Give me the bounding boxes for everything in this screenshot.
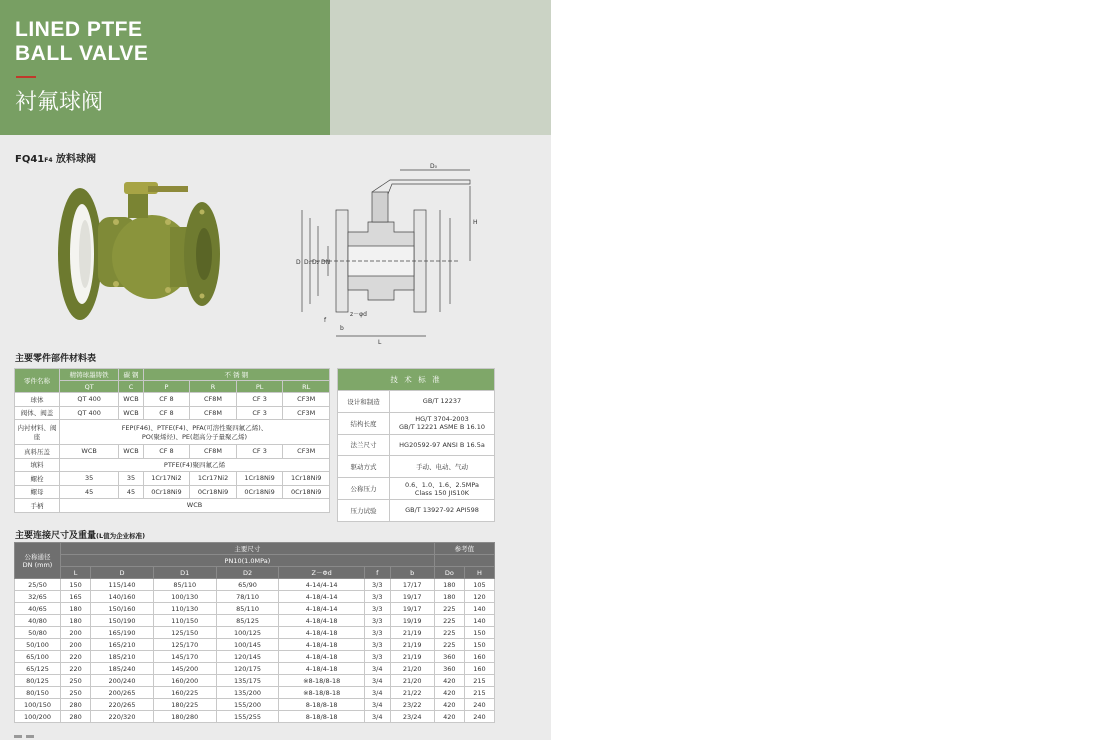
table-row bbox=[338, 412, 495, 434]
label-f: f bbox=[324, 317, 327, 324]
lining-text-line1: FEP(F46)、PTFE(F4)、PFA(可溶性聚四氟乙烯)、 bbox=[121, 424, 268, 432]
dimension-cell: 420 bbox=[434, 711, 464, 723]
dimension-cell: 120/145 bbox=[216, 651, 279, 663]
dimension-cell: 360 bbox=[434, 663, 464, 675]
dimension-cell: 225 bbox=[434, 627, 464, 639]
dimension-cell: 225 bbox=[434, 615, 464, 627]
table-row bbox=[15, 499, 330, 513]
materials-table bbox=[14, 368, 330, 513]
drawing-bore bbox=[348, 246, 414, 276]
table-row bbox=[338, 391, 495, 413]
header-col: D1 bbox=[153, 567, 216, 579]
catalog-page bbox=[0, 0, 551, 740]
nominal-diameter-cell: 80/125 bbox=[15, 675, 61, 687]
dimension-cell: 150 bbox=[61, 579, 91, 591]
dimension-cell: 140/160 bbox=[91, 591, 154, 603]
dimension-cell: 100/130 bbox=[153, 591, 216, 603]
dimensions-title-text: 主要连接尺寸及重量 bbox=[15, 531, 97, 541]
dimension-cell: 180 bbox=[61, 603, 91, 615]
dimension-cell: 3/3 bbox=[364, 591, 390, 603]
label-do: D₀ bbox=[430, 163, 438, 170]
stem-housing bbox=[128, 192, 148, 218]
dimension-cell: 250 bbox=[61, 687, 91, 699]
dimension-cell: 21/19 bbox=[390, 627, 434, 639]
dimension-cell: 100/145 bbox=[216, 639, 279, 651]
dimension-cell: 3/3 bbox=[364, 639, 390, 651]
part-name: 阀体、阀盖 bbox=[15, 406, 60, 420]
dimension-cell: 220 bbox=[61, 651, 91, 663]
label-zphi: z－φd bbox=[350, 311, 367, 318]
material-cell: 0Cr18Ni9 bbox=[143, 485, 190, 499]
header-col: D2 bbox=[216, 567, 279, 579]
dimension-cell: 4-18/4-14 bbox=[279, 603, 364, 615]
dimension-cell: 110/130 bbox=[153, 603, 216, 615]
dimension-cell: 150 bbox=[464, 639, 494, 651]
dimension-cell: 100/125 bbox=[216, 627, 279, 639]
dimension-cell: 8-18/8-18 bbox=[279, 699, 364, 711]
dimensions-title-note: (L值为企业标准) bbox=[96, 532, 146, 540]
model-code: FQ41 bbox=[15, 154, 45, 165]
table-header-row bbox=[15, 381, 330, 393]
nominal-diameter-cell: 100/150 bbox=[15, 699, 61, 711]
header-code: PL bbox=[236, 381, 283, 393]
materials-section-title: 主要零件部件材料表 bbox=[15, 354, 97, 364]
header-pressure: PN10(1.0MPa) bbox=[61, 555, 435, 567]
dimension-cell: 185/240 bbox=[91, 663, 154, 675]
table-row bbox=[15, 663, 495, 675]
footer-mark bbox=[14, 733, 44, 740]
nominal-diameter-cell: 50/80 bbox=[15, 627, 61, 639]
header-side-panel bbox=[330, 0, 551, 135]
dimension-cell: 19/17 bbox=[390, 591, 434, 603]
table-row bbox=[15, 445, 330, 459]
material-cell: 45 bbox=[60, 485, 119, 499]
table-row bbox=[338, 478, 495, 500]
dimension-cell: 220/265 bbox=[91, 699, 154, 711]
dimension-cell: 140 bbox=[464, 615, 494, 627]
dimension-cell: 225 bbox=[434, 603, 464, 615]
dimensions-body bbox=[15, 579, 495, 723]
dimension-cell: 420 bbox=[434, 675, 464, 687]
table-row bbox=[15, 420, 330, 445]
standard-label: 设计和制造 bbox=[338, 391, 390, 413]
header-banner bbox=[0, 0, 330, 135]
header-code: RL bbox=[283, 381, 330, 393]
table-row bbox=[15, 603, 495, 615]
header-main-dimensions: 主要尺寸 bbox=[61, 543, 435, 555]
header-blank bbox=[434, 555, 494, 567]
standard-label: 结构长度 bbox=[338, 412, 390, 434]
standard-value bbox=[390, 478, 495, 500]
material-cell: 35 bbox=[60, 472, 119, 486]
table-header-row bbox=[15, 555, 495, 567]
dimension-cell: 115/140 bbox=[91, 579, 154, 591]
dimension-cell: 165/190 bbox=[91, 627, 154, 639]
dimension-cell: 3/3 bbox=[364, 651, 390, 663]
table-row bbox=[15, 627, 495, 639]
bolt bbox=[113, 281, 119, 287]
material-cell: CF 8 bbox=[143, 393, 190, 407]
label-h: H bbox=[473, 219, 478, 226]
dimension-cell: 4-18/4-18 bbox=[279, 615, 364, 627]
dimension-cell: 215 bbox=[464, 675, 494, 687]
model-code-sub: F4 bbox=[44, 157, 53, 164]
dimension-cell: 21/22 bbox=[390, 687, 434, 699]
material-cell: 0Cr18Ni9 bbox=[190, 485, 237, 499]
table-row bbox=[15, 579, 495, 591]
dimension-cell: 120 bbox=[464, 591, 494, 603]
standard-value-line1: 0.6、1.0、1.6、2.5MPa bbox=[404, 481, 480, 490]
standard-value-line1: HG20592-97 ANSI B 16.5a bbox=[399, 440, 485, 449]
dimension-cell: 135/175 bbox=[216, 675, 279, 687]
material-cell: CF3M bbox=[283, 406, 330, 420]
header-col: H bbox=[464, 567, 494, 579]
header-col: Z－Φd bbox=[279, 567, 364, 579]
table-row bbox=[15, 699, 495, 711]
material-cell: QT 400 bbox=[60, 393, 119, 407]
dimension-cell: 65/90 bbox=[216, 579, 279, 591]
dimension-cell: 180 bbox=[434, 579, 464, 591]
standard-value-line1: 手动、电动、气动 bbox=[416, 463, 468, 472]
dimension-cell: 280 bbox=[61, 699, 91, 711]
dimension-cell: 19/19 bbox=[390, 615, 434, 627]
dimension-cell: 180/280 bbox=[153, 711, 216, 723]
dimension-cell: 200/265 bbox=[91, 687, 154, 699]
material-cell: WCB bbox=[60, 499, 330, 513]
table-row bbox=[15, 651, 495, 663]
standard-value bbox=[390, 456, 495, 478]
header-nominal-diameter bbox=[15, 543, 61, 579]
dimension-cell: 200/240 bbox=[91, 675, 154, 687]
title-chinese: 衬氟球阀 bbox=[15, 90, 104, 115]
dimension-cell: ※8-18/8-18 bbox=[279, 675, 364, 687]
material-cell: CF 3 bbox=[236, 406, 283, 420]
dimension-cell: 110/150 bbox=[153, 615, 216, 627]
header-reference: 参考值 bbox=[434, 543, 494, 555]
table-row bbox=[338, 499, 495, 521]
header-col: L bbox=[61, 567, 91, 579]
dimension-cell: 150 bbox=[464, 627, 494, 639]
model-title bbox=[15, 150, 96, 165]
dimension-cell: 23/24 bbox=[390, 711, 434, 723]
model-name: 放料球阀 bbox=[52, 154, 97, 165]
dimension-cell: 420 bbox=[434, 699, 464, 711]
material-cell: PTFE(F4)聚四氟乙烯 bbox=[60, 458, 330, 472]
header-col: f bbox=[364, 567, 390, 579]
dimensions-table bbox=[14, 542, 495, 723]
bolt bbox=[200, 210, 205, 215]
dimension-cell: 17/17 bbox=[390, 579, 434, 591]
table-row bbox=[15, 406, 330, 420]
dimension-cell: 150/190 bbox=[91, 615, 154, 627]
header-col: D bbox=[91, 567, 154, 579]
dimension-cell: 165/210 bbox=[91, 639, 154, 651]
footer-mark-block bbox=[26, 735, 34, 738]
handle-lever bbox=[148, 186, 188, 192]
table-row bbox=[15, 711, 495, 723]
nominal-diameter-cell: 25/50 bbox=[15, 579, 61, 591]
dimension-cell: 280 bbox=[61, 711, 91, 723]
dimension-cell: 3/4 bbox=[364, 687, 390, 699]
dimension-cell: 85/110 bbox=[153, 579, 216, 591]
header-part-name: 零件名称 bbox=[15, 369, 60, 393]
standard-value bbox=[390, 412, 495, 434]
standard-value-line2: GB/T 12221 ASME B 16.10 bbox=[399, 423, 485, 432]
material-cell: 1Cr17Ni2 bbox=[143, 472, 190, 486]
header-nominal-line2: DN (mm) bbox=[22, 561, 53, 569]
dimensions-section-title bbox=[15, 528, 145, 541]
dimension-cell: 21/20 bbox=[390, 663, 434, 675]
material-cell: CF3M bbox=[283, 445, 330, 459]
dimension-cell: 160 bbox=[464, 651, 494, 663]
material-cell: CF8M bbox=[190, 445, 237, 459]
table-row bbox=[15, 458, 330, 472]
label-d1: D₁ bbox=[304, 259, 312, 266]
table-row bbox=[338, 434, 495, 456]
bolt bbox=[113, 219, 119, 225]
dimension-cell: 135/200 bbox=[216, 687, 279, 699]
part-name: 螺栓 bbox=[15, 472, 60, 486]
table-row bbox=[15, 615, 495, 627]
dimension-cell: 85/110 bbox=[216, 603, 279, 615]
label-d2: D₂ bbox=[312, 259, 320, 266]
standard-label: 驱动方式 bbox=[338, 456, 390, 478]
header-carbon-steel: 碳 钢 bbox=[119, 369, 143, 381]
material-cell: CF3M bbox=[283, 393, 330, 407]
nominal-diameter-cell: 100/200 bbox=[15, 711, 61, 723]
title-divider bbox=[16, 76, 36, 78]
part-name: 填料 bbox=[15, 458, 60, 472]
dimension-cell: 3/3 bbox=[364, 603, 390, 615]
bolt bbox=[165, 287, 171, 293]
dimension-cell: 21/19 bbox=[390, 651, 434, 663]
material-cell: CF 8 bbox=[143, 445, 190, 459]
material-cell: 45 bbox=[119, 485, 143, 499]
dimension-cell: 185/210 bbox=[91, 651, 154, 663]
part-name: 手柄 bbox=[15, 499, 60, 513]
standard-label: 压力试验 bbox=[338, 499, 390, 521]
footer-mark-block bbox=[14, 735, 22, 738]
label-dn: DN bbox=[321, 259, 331, 266]
dimension-cell: 155/200 bbox=[216, 699, 279, 711]
header-ductile-iron: 精铸球墨铸铁 bbox=[60, 369, 119, 381]
material-cell: CF 8 bbox=[143, 406, 190, 420]
standard-value-line2: Class 150 JIS10K bbox=[414, 489, 470, 498]
drawing-stem bbox=[372, 192, 388, 222]
header-nominal-line1: 公称通径 bbox=[24, 553, 51, 561]
table-header-row bbox=[15, 543, 495, 555]
dimension-cell: 3/3 bbox=[364, 615, 390, 627]
dimension-cell: 160/225 bbox=[153, 687, 216, 699]
dimension-cell: 220/320 bbox=[91, 711, 154, 723]
dimension-cell: 4-18/4-18 bbox=[279, 639, 364, 651]
dimension-cell: 125/150 bbox=[153, 627, 216, 639]
dimension-cell: 85/125 bbox=[216, 615, 279, 627]
dimension-cell: 3/3 bbox=[364, 579, 390, 591]
dimension-cell: 215 bbox=[464, 687, 494, 699]
material-cell: 0Cr18Ni9 bbox=[236, 485, 283, 499]
dimension-cell: 4-14/4-14 bbox=[279, 579, 364, 591]
dimension-cell: 240 bbox=[464, 711, 494, 723]
nominal-diameter-cell: 50/100 bbox=[15, 639, 61, 651]
material-cell: WCB bbox=[119, 393, 143, 407]
valve-technical-drawing bbox=[290, 160, 480, 345]
material-cell: 1Cr18Ni9 bbox=[283, 472, 330, 486]
label-d: D bbox=[296, 259, 301, 266]
table-row bbox=[15, 687, 495, 699]
dimension-cell: 145/170 bbox=[153, 651, 216, 663]
bore bbox=[79, 220, 91, 288]
part-name: 球体 bbox=[15, 393, 60, 407]
dimension-cell: 200 bbox=[61, 639, 91, 651]
dimension-cell: 78/110 bbox=[216, 591, 279, 603]
table-row bbox=[15, 675, 495, 687]
dimension-cell: 145/200 bbox=[153, 663, 216, 675]
dimension-cell: 160/200 bbox=[153, 675, 216, 687]
standard-value bbox=[390, 391, 495, 413]
dimension-cell: 19/17 bbox=[390, 603, 434, 615]
standard-value bbox=[390, 434, 495, 456]
dimension-cell: 155/255 bbox=[216, 711, 279, 723]
nominal-diameter-cell: 32/65 bbox=[15, 591, 61, 603]
material-cell: WCB bbox=[119, 445, 143, 459]
standard-value bbox=[390, 499, 495, 521]
dimension-cell: 4-18/4-18 bbox=[279, 651, 364, 663]
dimension-cell: 120/175 bbox=[216, 663, 279, 675]
header-col: Do bbox=[434, 567, 464, 579]
dimension-cell: 4-18/4-18 bbox=[279, 663, 364, 675]
dimension-cell: 240 bbox=[464, 699, 494, 711]
dimension-cell: 3/4 bbox=[364, 663, 390, 675]
standard-value-line1: GB/T 13927-92 API598 bbox=[405, 506, 479, 515]
right-flange-hub bbox=[196, 228, 212, 280]
dimension-cell: 225 bbox=[434, 639, 464, 651]
material-cell: CF 3 bbox=[236, 445, 283, 459]
nominal-diameter-cell: 80/150 bbox=[15, 687, 61, 699]
table-row bbox=[15, 485, 330, 499]
standard-label: 法兰尺寸 bbox=[338, 434, 390, 456]
nominal-diameter-cell: 65/100 bbox=[15, 651, 61, 663]
dimension-cell: 220 bbox=[61, 663, 91, 675]
nominal-diameter-cell: 65/125 bbox=[15, 663, 61, 675]
dimension-cell: 105 bbox=[464, 579, 494, 591]
bolt bbox=[200, 294, 205, 299]
bolt bbox=[165, 219, 171, 225]
part-name: 真料压盖 bbox=[15, 445, 60, 459]
dimension-cell: 23/22 bbox=[390, 699, 434, 711]
header-col: b bbox=[390, 567, 434, 579]
dimension-cell: 180/225 bbox=[153, 699, 216, 711]
standard-value-line1: HG/T 3704-2003 bbox=[415, 415, 469, 424]
dimension-cell: 180 bbox=[434, 591, 464, 603]
table-row bbox=[15, 472, 330, 486]
dimension-cell: 3/3 bbox=[364, 627, 390, 639]
part-name: 内衬材料、阀座 bbox=[15, 420, 60, 445]
nominal-diameter-cell: 40/65 bbox=[15, 603, 61, 615]
dimension-cell: 180 bbox=[61, 615, 91, 627]
dimension-cell: 21/20 bbox=[390, 675, 434, 687]
header-code: P bbox=[143, 381, 190, 393]
material-cell: CF8M bbox=[190, 393, 237, 407]
dimension-cell: 3/4 bbox=[364, 675, 390, 687]
header-code: QT bbox=[60, 381, 119, 393]
table-row bbox=[15, 591, 495, 603]
standards-table bbox=[337, 368, 495, 522]
material-cell: CF 3 bbox=[236, 393, 283, 407]
standards-header: 技 术 标 准 bbox=[338, 369, 495, 391]
material-cell: 1Cr18Ni9 bbox=[236, 472, 283, 486]
material-cell: 0Cr18Ni9 bbox=[283, 485, 330, 499]
dimension-cell: 8-18/8-18 bbox=[279, 711, 364, 723]
material-cell: WCB bbox=[119, 406, 143, 420]
standard-label: 公称压力 bbox=[338, 478, 390, 500]
standard-value-line1: GB/T 12237 bbox=[422, 397, 462, 406]
table-row bbox=[338, 456, 495, 478]
dimension-cell: 125/170 bbox=[153, 639, 216, 651]
table-header-row bbox=[15, 369, 330, 381]
dimension-cell: 21/19 bbox=[390, 639, 434, 651]
dimension-cell: 200 bbox=[61, 627, 91, 639]
material-cell: 35 bbox=[119, 472, 143, 486]
dimension-cell: 3/4 bbox=[364, 699, 390, 711]
valve-photo bbox=[52, 172, 232, 337]
dimension-cell: 150/160 bbox=[91, 603, 154, 615]
dimension-cell: 420 bbox=[434, 687, 464, 699]
material-cell: WCB bbox=[60, 445, 119, 459]
dimension-cell: 160 bbox=[464, 663, 494, 675]
material-cell: 1Cr17Ni2 bbox=[190, 472, 237, 486]
lining-text-line2: PO(聚烯烃)、PE(超高分子量聚乙烯) bbox=[141, 433, 248, 441]
dimension-cell: 165 bbox=[61, 591, 91, 603]
header-stainless-steel: 不 锈 钢 bbox=[143, 369, 329, 381]
table-header-row bbox=[338, 369, 495, 391]
table-row bbox=[15, 639, 495, 651]
dimension-cell: 4-18/4-18 bbox=[279, 627, 364, 639]
dimension-cell: 4-18/4-14 bbox=[279, 591, 364, 603]
dimension-cell: 250 bbox=[61, 675, 91, 687]
material-cell: CF8M bbox=[190, 406, 237, 420]
part-name: 螺母 bbox=[15, 485, 60, 499]
label-l: L bbox=[378, 339, 382, 345]
title-english-line2: BALL VALVE bbox=[15, 42, 149, 65]
header-code: R bbox=[190, 381, 237, 393]
header-code: C bbox=[119, 381, 143, 393]
material-cell: QT 400 bbox=[60, 406, 119, 420]
dimension-cell: 360 bbox=[434, 651, 464, 663]
label-b: b bbox=[340, 325, 344, 332]
dimension-cell: 140 bbox=[464, 603, 494, 615]
dimension-cell: ※8-18/8-18 bbox=[279, 687, 364, 699]
table-header-row bbox=[15, 567, 495, 579]
dimension-cell: 3/4 bbox=[364, 711, 390, 723]
lining-material-cell bbox=[60, 420, 330, 445]
title-english-line1: LINED PTFE bbox=[15, 18, 143, 41]
table-row bbox=[15, 393, 330, 407]
nominal-diameter-cell: 40/80 bbox=[15, 615, 61, 627]
